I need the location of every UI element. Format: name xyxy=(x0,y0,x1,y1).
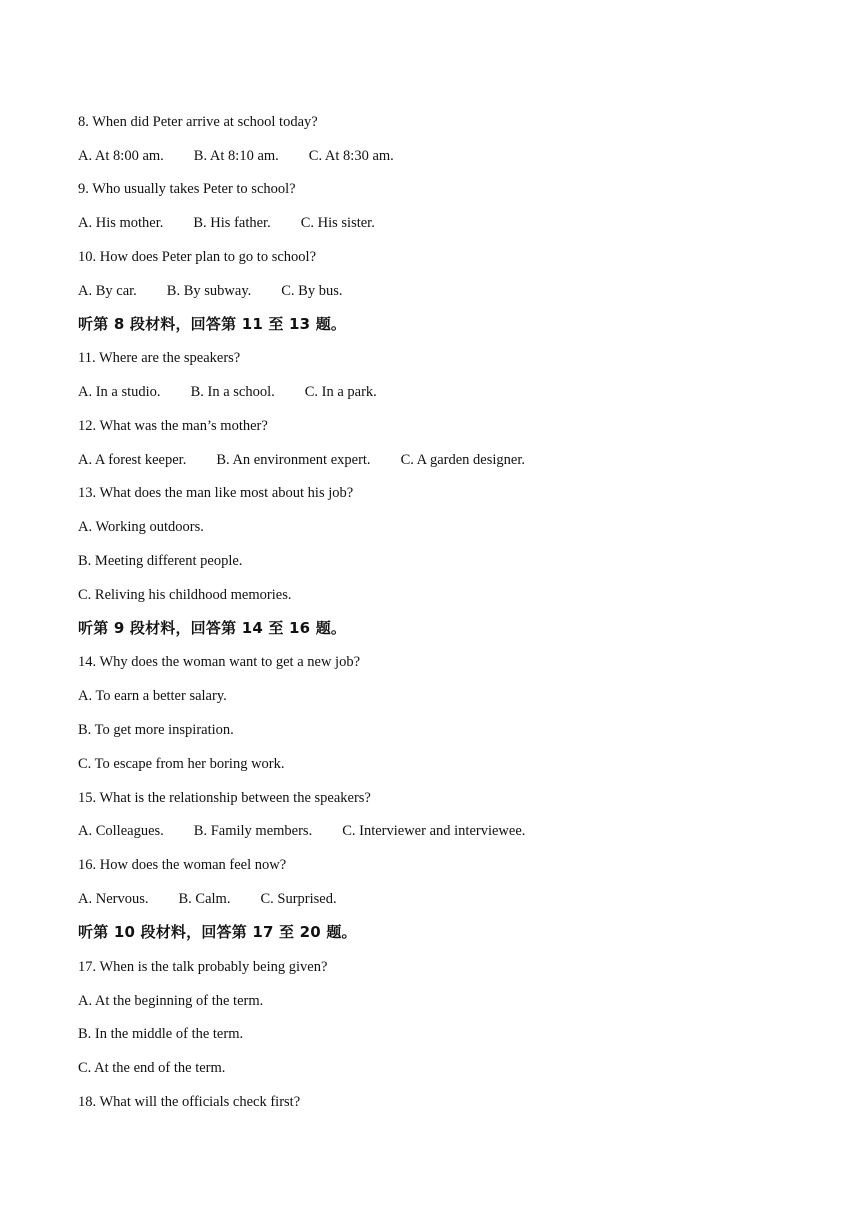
question-8: 8. When did Peter arrive at school today? xyxy=(78,114,318,130)
option-b: B. Calm. xyxy=(178,891,231,907)
options-q16 xyxy=(78,890,337,908)
option-c: C. In a park. xyxy=(304,384,377,400)
option-c: C. A garden designer. xyxy=(400,452,526,468)
option-a: A. At the beginning of the term. xyxy=(78,993,264,1009)
question-14: 14. Why does the woman want to get a new job? xyxy=(78,654,361,670)
option-b: B. To get more inspiration. xyxy=(78,722,234,738)
option-a: A. His mother. xyxy=(78,215,164,231)
question-10: 10. How does Peter plan to go to school? xyxy=(78,249,317,265)
option-c: C. Surprised. xyxy=(260,891,337,907)
options-q12 xyxy=(78,451,525,469)
option-a: A. Working outdoors. xyxy=(78,519,204,535)
question-9: 9. Who usually takes Peter to school? xyxy=(78,181,296,197)
option-b: B. His father. xyxy=(193,215,271,231)
question-13: 13. What does the man like most about his job? xyxy=(78,485,354,501)
option-b: B. By subway. xyxy=(166,283,252,299)
options-q10 xyxy=(78,282,343,300)
option-b: B. Meeting different people. xyxy=(78,553,243,569)
options-q9 xyxy=(78,214,375,232)
option-c: C. To escape from her boring work. xyxy=(78,756,285,772)
option-a: A. A forest keeper. xyxy=(78,452,187,468)
options-q11 xyxy=(78,383,377,401)
question-16: 16. How does the woman feel now? xyxy=(78,857,287,873)
option-b: B. Family members. xyxy=(193,823,313,839)
options-q8 xyxy=(78,147,394,165)
option-c: C. At the end of the term. xyxy=(78,1060,226,1076)
option-a: A. Colleagues. xyxy=(78,823,164,839)
options-q15 xyxy=(78,822,525,840)
option-a: A. In a studio. xyxy=(78,384,161,400)
option-c: C. At 8:30 am. xyxy=(308,148,394,164)
question-11: 11. Where are the speakers? xyxy=(78,350,241,366)
option-a: A. By car. xyxy=(78,283,137,299)
option-c: C. Interviewer and interviewee. xyxy=(342,823,526,839)
section-heading-9: 听第 9 段材料，回答第 14 至 16 题。 xyxy=(78,619,347,637)
option-b: B. In a school. xyxy=(190,384,275,400)
option-c: C. His sister. xyxy=(300,215,375,231)
section-heading-10: 听第 10 段材料，回答第 17 至 20 题。 xyxy=(78,923,357,941)
section-heading-8: 听第 8 段材料，回答第 11 至 13 题。 xyxy=(78,315,347,333)
option-c: C. Reliving his childhood memories. xyxy=(78,587,292,603)
option-a: A. Nervous. xyxy=(78,891,149,907)
option-b: B. In the middle of the term. xyxy=(78,1026,244,1042)
option-b: B. An environment expert. xyxy=(216,452,371,468)
question-18: 18. What will the officials check first? xyxy=(78,1094,301,1110)
option-b: B. At 8:10 am. xyxy=(193,148,279,164)
question-12: 12. What was the man’s mother? xyxy=(78,418,268,434)
option-c: C. By bus. xyxy=(281,283,343,299)
option-a: A. To earn a better salary. xyxy=(78,688,227,704)
question-17: 17. When is the talk probably being given? xyxy=(78,959,328,975)
option-a: A. At 8:00 am. xyxy=(78,148,164,164)
question-15: 15. What is the relationship between the speakers? xyxy=(78,790,371,806)
